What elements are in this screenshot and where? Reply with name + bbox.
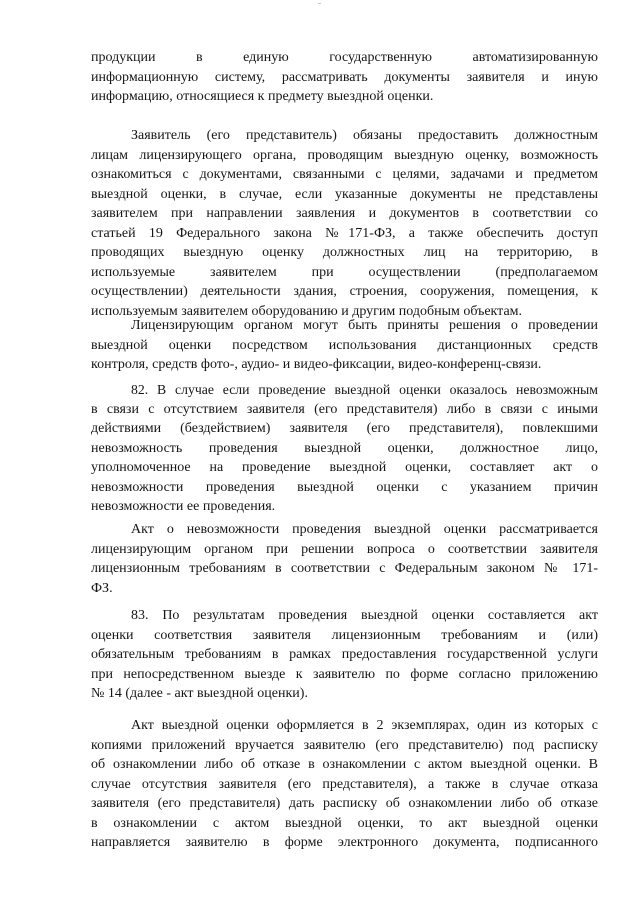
text-line: информационную систему, рассматривать документы заявителя и иную [91,69,598,85]
text-line: Заявитель (его представитель) обязаны предоставить должностным [131,128,598,143]
text-line: заявителем при направлении заявления и документов в соответствии со [91,206,598,221]
text-line: 82. В случае если проведение выездной оценки оказалось невозможным [131,382,598,397]
text-line: при непосредственном выезде к заявителю по форме согласно приложению [91,666,598,682]
text-line: осуществлении) деятельности здания, строения, сооружения, помещения, к [91,284,598,299]
text-line: невозможность проведения выездной оценки, должностное лицо, [91,440,598,456]
text-line: лицензирующим органом при решении вопроса о соответствии заявителя [91,541,598,557]
text-line: об ознакомлении либо об отказе в ознакомлении с актом выездной оценки. В [91,757,598,772]
text-line: 83. По результатам проведения выездной оценки составляется акт [131,608,598,623]
page-mark [318,3,321,4]
text-line: используемым заявителем оборудованию и другим подобным объектам. [91,303,523,319]
paragraph-item-82 [91,380,598,517]
text-line: информацию, относящиеся к предмету выездной оценки. [91,89,434,104]
text-line: невозможности ее проведения. [91,499,276,514]
text-line: лицам лицензирующего органа, проводящим выездную оценку, возможность [91,147,598,163]
text-line: выездной оценки посредством использования дистанционных средств [91,337,598,353]
text-line: ФЗ. [91,580,113,596]
text-line: копиями приложений вручается заявителю (его представителю) под расписку [91,737,598,753]
text-line: случае отсутствия заявителя (его представителя), а также в случае отказа [91,776,598,792]
text-line: лицензионным требованиям в соответствии с Федеральным законом № 171- [91,561,598,576]
text-line: ознакомиться с документами, связанными с целями, задачами и предметом [91,167,598,182]
text-line: обязательным требованиям в рамках предоставления государственной услуги [91,647,598,662]
text-line: направляется заявителю в форме электронного документа, подписанного [91,835,598,850]
paragraph-remote-assessment [91,316,598,375]
text-line: заявителя (его представителя) дать расписку об ознакомлении либо об отказе [91,796,598,811]
text-line: Акт выездной оценки оформляется в 2 экземплярах, один из которых с [131,718,598,733]
text-line: № 14 (далее - акт выездной оценки). [91,686,308,701]
text-line: используемые заявителем при осуществлении (предполагаемом [91,264,598,280]
text-line: проводящих выездную оценку должностных лиц на территорию, в [91,245,598,260]
text-line: Лицензирующим органом могут быть приняты решения о проведении [131,318,598,333]
paragraph-impossibility-act [91,520,598,598]
text-line: уполномоченное на проведение выездной оценки, составляет акт о [91,460,598,475]
text-line: выездной оценки, в случае, если указанные документы не представлены [91,186,598,202]
paragraph-item-83 [91,606,598,704]
text-line: невозможности проведения выездной оценки с указанием причин [91,479,598,495]
text-line: действиями (бездействием) заявителя (его представителя), повлекшими [91,421,598,436]
text-line: Акт о невозможности проведения выездной оценки рассматривается [131,522,598,537]
text-line: статьей 19 Федерального закона №171-ФЗ, а также обеспечить доступ [91,225,598,241]
text-line: контроля, средств фото-, аудио- и видео-фиксации, видео-конференц-связи. [91,357,542,372]
text-line: в связи с отсутствием заявителя (его представителя) либо в связи с иными [91,401,598,417]
text-line: оценки соответствия заявителя лицензионным требованиям и (или) [91,627,598,643]
text-line: в ознакомлении с актом выездной оценки, то акт выездной оценки [91,815,598,831]
text-line: продукции в единую государственную автоматизированную [91,50,598,65]
paragraph-applicant-obligations [91,126,598,321]
paragraph-continuation [91,48,598,107]
paragraph-assessment-act [91,716,598,853]
